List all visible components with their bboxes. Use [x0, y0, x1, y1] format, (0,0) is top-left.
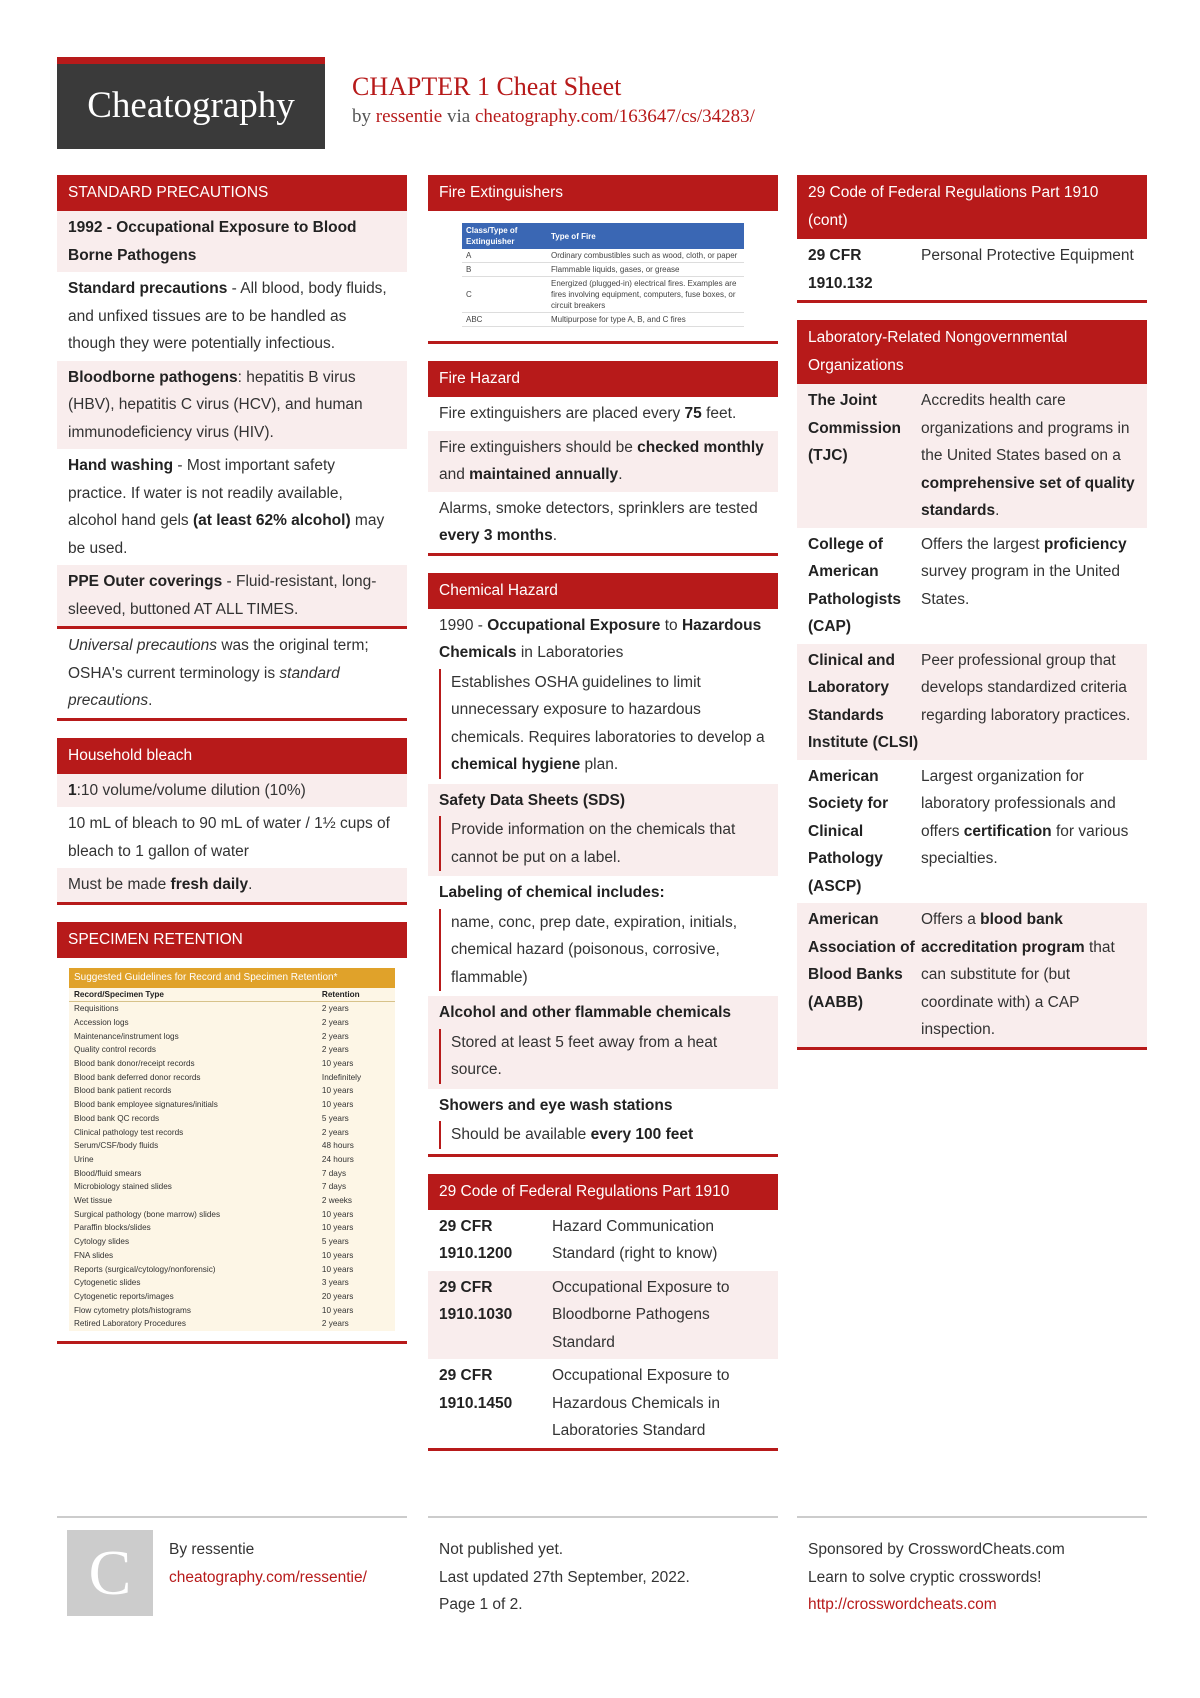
table-cell: 10 years — [321, 1059, 354, 1069]
table-cell: Energized (plugged-in) electrical fires. Examples are fires involving equipment, computers, fuse boxes, or circuit breakers — [547, 277, 744, 313]
table-row — [69, 1263, 395, 1277]
table-cell: 5 years — [321, 1113, 349, 1123]
section-cfr-1910 — [428, 1174, 778, 1451]
section-nongovernmental-orgs — [797, 320, 1147, 1050]
table-row — [69, 1030, 395, 1044]
list-item: Showers and eye wash stations Should be available every 100 feet — [428, 1089, 778, 1154]
table-cell: 2 years — [321, 1017, 349, 1027]
table-cell: 2 years — [321, 1319, 349, 1329]
page-title: CHAPTER 1 Cheat Sheet — [352, 72, 622, 101]
section-cfr-1910-cont — [797, 175, 1147, 303]
table-row — [462, 277, 744, 313]
list-item: 1992 - Occupational Exposure to Blood Borne Pathogens — [57, 211, 407, 272]
table-cell: 5 years — [321, 1237, 349, 1247]
table-cell: 2 years — [321, 1004, 349, 1014]
table-cell: 10 years — [321, 1100, 354, 1110]
table-cell: Surgical pathology (bone marrow) slides — [74, 1209, 221, 1219]
list-item: American Society for Clinical Pathology (ASCP) Largest organization for laboratory professionals and offers certification for various specialties. — [808, 767, 1129, 895]
list-item: 10 mL of bleach to 90 mL of water / 1½ cups of bleach to 1 gallon of water — [68, 815, 390, 860]
table-cell: Flammable liquids, gases, or grease — [547, 263, 744, 277]
list-item: Clinical and Laboratory Standards Institute (CLSI) Peer professional group that develops standardized criteria regarding laboratory practices. — [797, 644, 1147, 760]
publish-status: Not published yet. — [439, 1541, 564, 1558]
table-row — [462, 313, 744, 327]
table-cell: 10 years — [321, 1264, 354, 1274]
table-cell: ABC — [462, 313, 547, 327]
table-row — [69, 1167, 395, 1181]
table-cell: Wet tissue — [74, 1196, 113, 1206]
list-item: Labeling of chemical includes: name, conc, prep date, expiration, initials, chemical hazard (poisonous, corrosive, flammable) — [428, 876, 778, 996]
note: Universal precautions was the original term; OSHA's current terminology is standard precautions. — [68, 637, 369, 709]
column-header: Class/Type of Extinguisher — [462, 223, 547, 249]
column-header: Retention — [317, 988, 395, 1002]
table-cell: Clinical pathology test records — [74, 1127, 184, 1137]
table-row — [69, 1276, 395, 1290]
table-row — [462, 249, 744, 263]
list-item: The Joint Commission (TJC) Accredits health care organizations and programs in the United States based on a comprehensive set of quality standards. — [797, 384, 1147, 528]
table-cell: Accession logs — [74, 1017, 129, 1027]
table-row — [69, 1002, 395, 1016]
table-cell: Paraffin blocks/slides — [74, 1223, 151, 1233]
table-row — [69, 1016, 395, 1030]
table-cell: 10 years — [321, 1305, 354, 1315]
table-cell: Indefinitely — [321, 1072, 362, 1082]
section-fire-hazard — [428, 361, 778, 556]
list-item: Alarms, smoke detectors, sprinklers are tested every 3 months. — [439, 499, 758, 544]
table-row — [69, 1180, 395, 1194]
table-cell: Cytology slides — [74, 1237, 130, 1247]
byline — [352, 106, 755, 128]
avatar: C — [67, 1530, 153, 1616]
section-title: STANDARD PRECAUTIONS — [57, 175, 407, 211]
table-cell: 10 years — [321, 1223, 354, 1233]
section-title: Laboratory-Related Nongovernmental Organizations — [797, 320, 1147, 384]
sponsor-link[interactable]: http://crosswordcheats.com — [808, 1596, 997, 1613]
table-cell: 2 weeks — [321, 1196, 352, 1206]
table-cell: Cytogenetic slides — [74, 1278, 141, 1288]
table-cell: 2 years — [321, 1045, 349, 1055]
table-cell: 10 years — [321, 1250, 354, 1260]
footer-by: By ressentie — [169, 1541, 255, 1558]
footer-sponsor — [797, 1516, 1147, 1636]
table-row — [69, 1153, 395, 1167]
table-row — [69, 1194, 395, 1208]
column-2 — [428, 175, 778, 1468]
list-item: Alcohol and other flammable chemicals Stored at least 5 feet away from a heat source. — [428, 996, 778, 1089]
page-number: Page 1 of 2. — [439, 1596, 523, 1613]
footer-author — [57, 1516, 407, 1636]
list-item: Hand washing - Most important safety practice. If water is not readily available, alcohol hand gels (at least 62% alcohol) may be used. — [68, 457, 385, 557]
table-row — [69, 1112, 395, 1126]
table-cell: FNA slides — [74, 1250, 114, 1260]
retention-table — [69, 968, 395, 1332]
section-title: Chemical Hazard — [428, 573, 778, 609]
last-updated: Last updated 27th September, 2022. — [439, 1568, 690, 1586]
table-cell: Quality control records — [74, 1045, 156, 1055]
list-item: Bloodborne pathogens: hepatitis B virus (HBV), hepatitis C virus (HCV), and human immunodeficiency virus (HIV). — [57, 361, 407, 450]
table-cell: 2 years — [321, 1127, 349, 1137]
table-cell: 3 years — [321, 1278, 349, 1288]
list-item: American Association of Blood Banks (AABB) Offers a blood bank accreditation program that can substitute for (but coordinate with) a CAP inspection. — [797, 903, 1147, 1047]
retention-caption: Suggested Guidelines for Record and Specimen Retention* — [69, 968, 395, 988]
table-cell: Blood bank deferred donor records — [74, 1072, 201, 1082]
section-title: Fire Hazard — [428, 361, 778, 397]
table-cell: Blood bank employee signatures/initials — [74, 1100, 218, 1110]
table-cell: Blood bank donor/receipt records — [74, 1059, 195, 1069]
table-row — [69, 1043, 395, 1057]
table-cell: Multipurpose for type A, B, and C fires — [547, 313, 744, 327]
sponsor-text: Sponsored by CrosswordCheats.com — [808, 1541, 1065, 1558]
logo-text: Cheatography — [87, 85, 295, 126]
author-link[interactable]: ressentie — [375, 106, 443, 127]
table-cell: 24 hours — [321, 1154, 354, 1164]
table-row — [69, 1249, 395, 1263]
table-cell: 20 years — [321, 1291, 354, 1301]
table-cell: 48 hours — [321, 1141, 354, 1151]
list-item: 29 CFR 1910.1030 Occupational Exposure to Bloodborne Pathogens Standard — [428, 1271, 778, 1360]
table-row — [69, 1139, 395, 1153]
list-item: Safety Data Sheets (SDS) Provide information on the chemicals that cannot be put on a label. — [428, 784, 778, 877]
section-title: 29 Code of Federal Regulations Part 1910 (cont) — [797, 175, 1147, 239]
fire-extinguisher-table — [462, 223, 744, 327]
table-cell: Microbiology stained slides — [74, 1182, 172, 1192]
table-row — [69, 1235, 395, 1249]
column-3 — [797, 175, 1147, 1067]
section-title: Fire Extinguishers — [428, 175, 778, 211]
list-item: College of American Pathologists (CAP) Offers the largest proficiency survey program in the United States. — [808, 535, 1127, 635]
section-specimen-retention — [57, 922, 407, 1345]
section-title: 29 Code of Federal Regulations Part 1910 — [428, 1174, 778, 1210]
list-item: PPE Outer coverings - Fluid-resistant, long-sleeved, buttoned AT ALL TIMES. — [57, 565, 407, 629]
cheatography-logo[interactable] — [57, 57, 325, 149]
table-cell: 10 years — [321, 1086, 354, 1096]
column-1 — [57, 175, 407, 1361]
table-cell: Serum/CSF/body fluids — [74, 1141, 159, 1151]
list-item: 29 CFR 1910.1450 Occupational Exposure to Hazardous Chemicals in Laboratories Standard — [439, 1367, 730, 1439]
column-header: Type of Fire — [547, 223, 744, 249]
table-cell: Blood bank QC records — [74, 1113, 160, 1123]
section-chemical-hazard — [428, 573, 778, 1157]
retention-table-image — [57, 958, 407, 1342]
sponsor-tagline: Learn to solve cryptic crosswords! — [808, 1568, 1042, 1586]
table-cell: Reports (surgical/cytology/nonforensic) — [74, 1264, 216, 1274]
table-cell: Retired Laboratory Procedures — [74, 1319, 186, 1329]
table-cell: Maintenance/instrument logs — [74, 1031, 179, 1041]
table-cell: Blood bank patient records — [74, 1086, 172, 1096]
table-row — [69, 1208, 395, 1222]
by-label: by — [352, 106, 371, 127]
sheet-url-link[interactable]: cheatography.com/163647/cs/34283/ — [474, 106, 755, 127]
section-standard-precautions — [57, 175, 407, 721]
table-row — [69, 1304, 395, 1318]
via-label: via — [446, 106, 471, 127]
column-header: Record/Specimen Type — [69, 988, 317, 1002]
table-cell: A — [462, 249, 547, 263]
table-cell: Flow cytometry plots/histograms — [74, 1305, 191, 1315]
table-row — [69, 1221, 395, 1235]
table-cell: B — [462, 263, 547, 277]
section-title: Household bleach — [57, 738, 407, 774]
list-item: Must be made fresh daily. — [57, 868, 407, 902]
table-cell: Urine — [74, 1154, 94, 1164]
table-row — [69, 1126, 395, 1140]
section-household-bleach — [57, 738, 407, 905]
list-item: Standard precautions - All blood, body fluids, and unfixed tissues are to be handled as though they were potentially infectious. — [68, 280, 387, 352]
table-row — [69, 1098, 395, 1112]
table-cell: C — [462, 277, 547, 313]
table-cell: Requisitions — [74, 1004, 119, 1014]
list-item: Fire extinguishers should be checked monthly and maintained annually. — [428, 431, 778, 492]
footer-status — [428, 1516, 778, 1636]
table-row — [69, 1084, 395, 1098]
table-cell: 2 years — [321, 1031, 349, 1041]
profile-link[interactable]: cheatography.com/ressentie/ — [169, 1568, 367, 1586]
table-cell: Blood/fluid smears — [74, 1168, 142, 1178]
section-fire-extinguishers — [428, 175, 778, 344]
list-item: 29 CFR 1910.132 Personal Protective Equipment — [808, 247, 1134, 292]
fire-extinguisher-table-image — [428, 211, 778, 341]
table-row — [69, 1290, 395, 1304]
list-item: Fire extinguishers are placed every 75 feet. — [439, 405, 737, 422]
list-item: 1:10 volume/volume dilution (10%) — [57, 774, 407, 808]
table-cell: 7 days — [321, 1182, 347, 1192]
table-row — [69, 1071, 395, 1085]
table-row — [69, 1057, 395, 1071]
table-cell: 7 days — [321, 1168, 347, 1178]
table-cell: 10 years — [321, 1209, 354, 1219]
table-cell: Ordinary combustibles such as wood, cloth, or paper — [547, 249, 744, 263]
list-item: 1990 - Occupational Exposure to Hazardous Chemicals in Laboratories Establishes OSHA guidelines to limit unnecessary exposure to hazardous chemicals. Requires laboratories to develop a chemical hygiene plan. — [428, 609, 778, 784]
table-cell: Cytogenetic reports/images — [74, 1291, 174, 1301]
table-row — [69, 1317, 395, 1331]
list-item: 29 CFR 1910.1200 Hazard Communication Standard (right to know) — [439, 1217, 718, 1262]
table-row — [462, 263, 744, 277]
section-title: SPECIMEN RETENTION — [57, 922, 407, 958]
